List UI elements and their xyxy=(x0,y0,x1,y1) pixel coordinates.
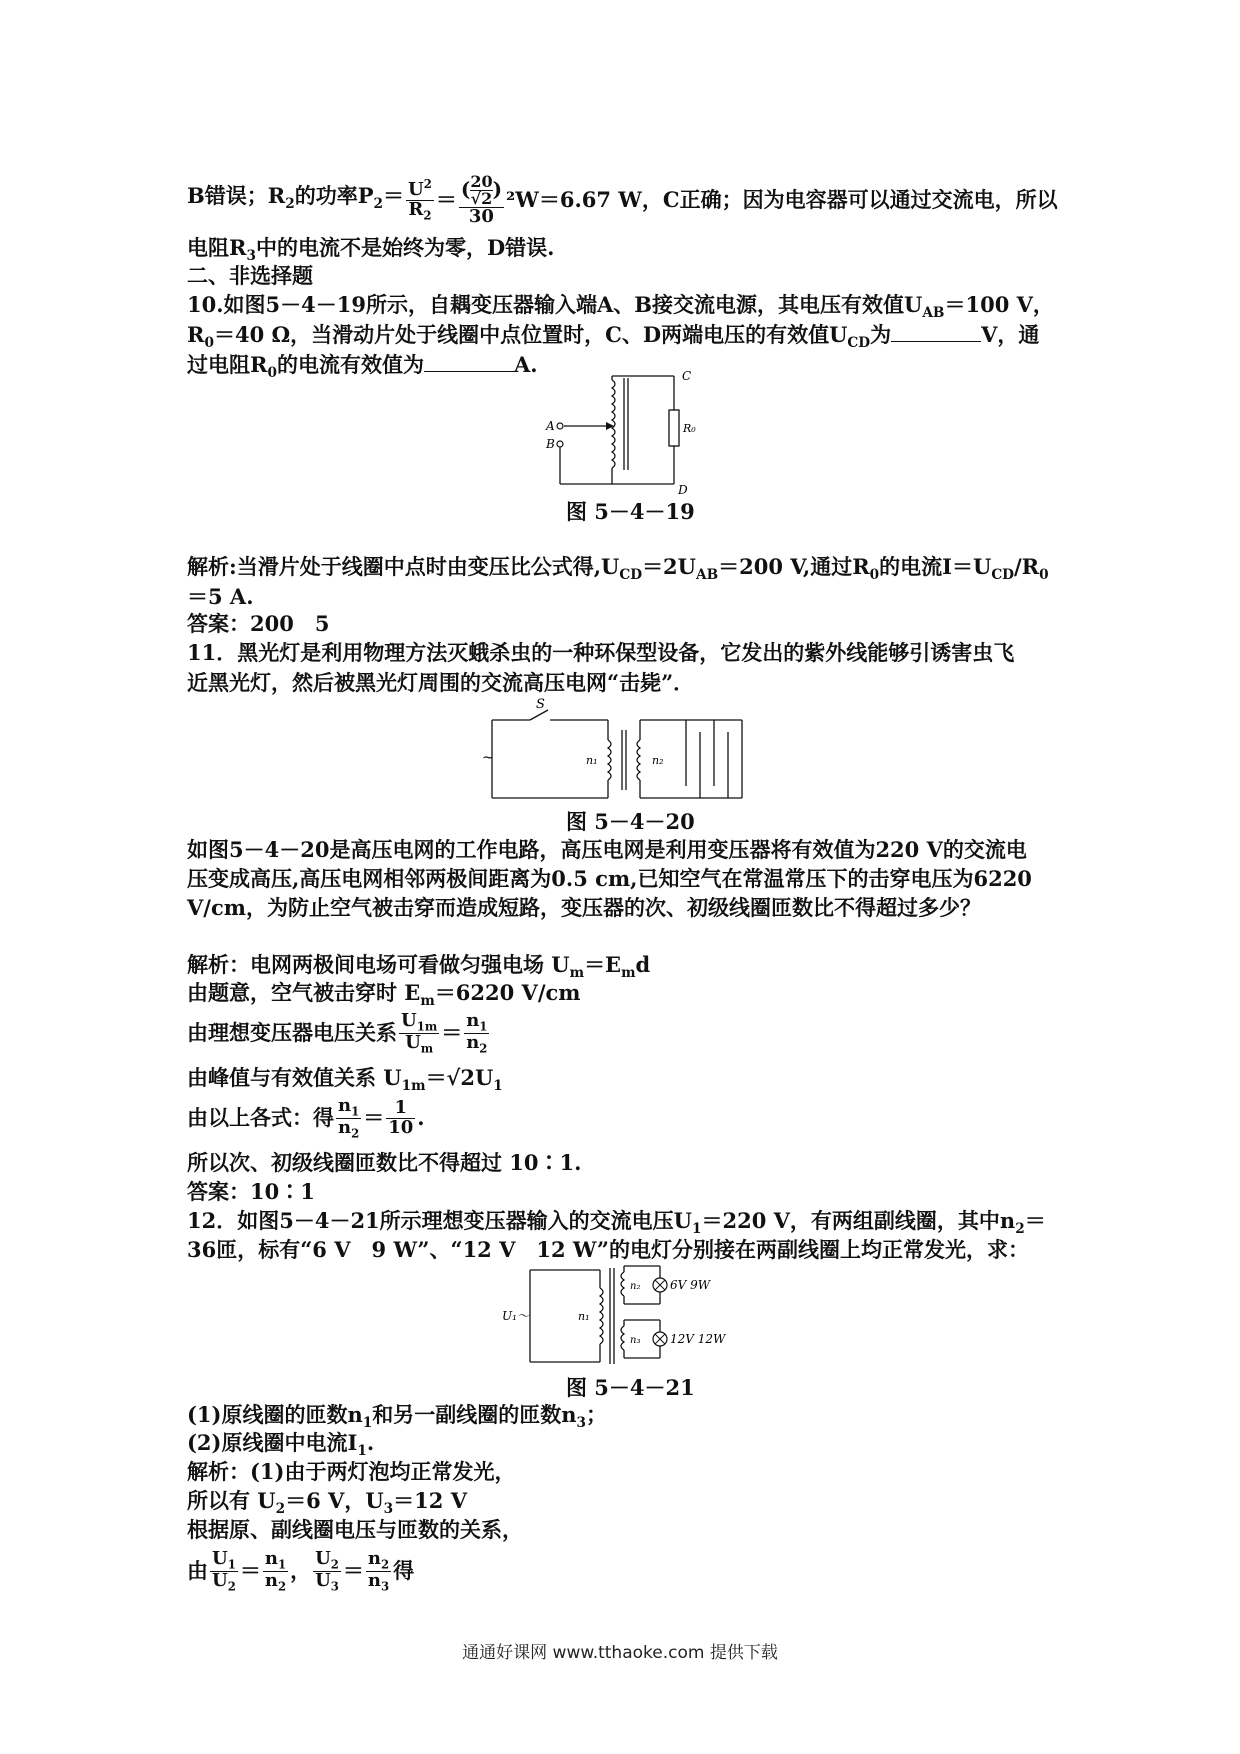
fraction-n1-n2-result: $\frac{n_1}{n_2}$ xyxy=(338,1094,360,1141)
fig20-label-s: S xyxy=(536,697,545,712)
fraction-n2-n3: $\frac{n_2}{n_3}$ xyxy=(367,1547,390,1594)
fig20-label-ac: ~ xyxy=(482,750,494,766)
question-10-line-2: $R_0=40$ Ω，当滑动片处于线圈中点位置时，C、D两端电压的有效值$U_{CD}$为 V，通 xyxy=(187,322,1040,352)
figure-5-4-19 xyxy=(540,369,720,497)
figure-5-4-21 xyxy=(500,1262,760,1370)
analysis-11-line-6: 所以次、初级线圈匝数比不得超过 10∶1. xyxy=(187,1150,582,1175)
analysis-12-line-1: 解析：(1)由于两灯泡均正常发光， xyxy=(187,1459,516,1484)
answer-11: 答案：10∶1 xyxy=(187,1179,315,1204)
answer-blank-1[interactable] xyxy=(891,323,981,342)
fraction-u1-u2: $\frac{U_1}{U_2}$ xyxy=(212,1547,236,1594)
analysis-10-line-2: ＝5 A. xyxy=(187,584,254,609)
fig21-label-n2: n₂ xyxy=(630,1281,641,1292)
fraction-n1-n2-b: $\frac{n_1}{n_2}$ xyxy=(264,1547,287,1594)
page-footer: 通通好课网 www.tthaoke.com 提供下载 xyxy=(462,1643,778,1663)
analysis-12-line-3: 根据原、副线圈电压与匝数的关系， xyxy=(187,1517,523,1542)
answer-blank-2[interactable] xyxy=(424,353,514,372)
section-heading: 二、非选择题 xyxy=(187,263,313,288)
question-12-part-2: (2)原线圈中电流$I_1$. xyxy=(187,1430,375,1460)
fraction-u2-u3: $\frac{U_2}{U_3}$ xyxy=(315,1547,339,1594)
fig20-label-n1: n₁ xyxy=(586,754,598,767)
fraction-1-10: $\frac{1}{10}$ xyxy=(388,1096,414,1138)
figure-5-4-20 xyxy=(482,697,750,802)
analysis-11-line-2: 由题意，空气被击穿时 $E_m=6220$ V/cm xyxy=(187,980,581,1010)
question-11-line-1: 11．黑光灯是利用物理方法灭蛾杀虫的一种环保型设备，它发出的紫外线能够引诱害虫飞 xyxy=(187,640,1015,665)
fig21-lamp-1-label: 6V 9W xyxy=(670,1278,711,1292)
question-12-line-2: 36匝，标有“6 V 9 W”、“12 V 12 W”的电灯分别接在两副线圈上均正常发光，求： xyxy=(187,1237,1029,1262)
fig21-lamp-2-label: 12V 12W xyxy=(670,1332,726,1346)
fig19-label-b: B xyxy=(546,437,555,451)
question-10-line-1: 10.如图5－4－19所示，自耦变压器输入端A、B接交流电源，其电压有效值$U_{AB}=100$ V， xyxy=(187,292,1054,322)
question-11-line-3: 如图5－4－20是高压电网的工作电路，高压电网是利用变压器将有效值为220 V的交流电 xyxy=(187,837,1027,862)
text-line-1-rest: ²W＝6.67 W，C正确；因为电容器可以通过交流电，所以 xyxy=(506,187,1058,212)
text-line-2: 电阻$R_3$中的电流不是始终为零，D错误. xyxy=(187,235,555,265)
analysis-12-line-2: 所以有 $U_2=6$ V，$U_3=12$ V xyxy=(187,1488,467,1518)
text-b-wrong: B错误；$R_2$的功率$P_2=$ xyxy=(187,182,404,213)
analysis-11-line-1: 解析：电网两极间电场可看做匀强电场 $U_m=E_md$ xyxy=(187,952,651,982)
analysis-10-line-1: 解析:当滑片处于线圈中点时由变压比公式得$,U_{CD}=2U_{AB}=200$ V,通过$R_0$的电流$I=U_{CD}/R_0$ xyxy=(187,554,1049,584)
fig21-label-n3: n₃ xyxy=(630,1335,641,1346)
text-line-1: B错误；$R_2$的功率$P_2=$ $\frac{U^2}{R_2}$ ＝ ( $\frac{20}{√2}$ ) 30 ²W＝6.67 W，C正确；因为电容器可以通过交流电，所以 xyxy=(187,171,1058,227)
fig19-label-r0: R₀ xyxy=(683,422,696,435)
figure-caption-19: 图 5－4－19 xyxy=(566,499,695,524)
analysis-11-line-4: 由峰值与有效值关系 $U_{1m}=√2U_1$ xyxy=(187,1065,503,1095)
fig19-label-d: D xyxy=(678,483,688,497)
question-11-line-2: 近黑光灯，然后被黑光灯周围的交流高压电网“击毙”． xyxy=(187,670,695,695)
question-10-line-3: 过电阻$R_0$的电流有效值为 A. xyxy=(187,352,538,382)
fig19-label-a: A xyxy=(546,419,555,433)
question-11-line-4: 压变成高压,高压电网相邻两极间距离为0.5 cm,已知空气在常温常压下的击穿电压为6220 xyxy=(187,866,1032,891)
figure-caption-20: 图 5－4－20 xyxy=(566,809,695,834)
answer-10: 答案：200 5 xyxy=(187,611,330,636)
fraction-n1-n2: $\frac{n_1}{n_2}$ xyxy=(466,1009,488,1056)
fraction-u1m-um: $\frac{U_{1m}}{U_m}$ xyxy=(401,1009,438,1056)
analysis-11-line-3: 由理想变压器电压关系 $\frac{U_{1m}}{U_m}$ ＝ $\frac{n_1}{n_2}$ xyxy=(187,1009,488,1056)
question-11-line-5: V/cm，为防止空气被击穿而造成短路，变压器的次、初级线圈匝数比不得超过多少？ xyxy=(187,895,981,920)
analysis-12-line-4: 由 $\frac{U_1}{U_2}$ ＝ $\frac{n_1}{n_2}$ ， $\frac{U_2}{U_3}$ ＝ $\frac{n_2}{n_3}$ 得 xyxy=(187,1547,415,1594)
fig21-label-n1: n₁ xyxy=(578,1310,590,1323)
question-12-part-1: (1)原线圈的匝数$n_1$和另一副线圈的匝数$n_3$； xyxy=(187,1402,608,1432)
figure-caption-21: 图 5－4－21 xyxy=(566,1375,695,1400)
fig19-label-c: C xyxy=(682,369,692,383)
fraction-u2-r2: $\frac{U^2}{R_2}$ xyxy=(408,177,432,223)
question-12-line-1: 12．如图5－4－21所示理想变压器输入的交流电压$U_1=220$ V，有两组副线圈，其中$n_2=$ xyxy=(187,1208,1046,1238)
fig21-label-u1: U₁～ xyxy=(502,1309,529,1323)
analysis-11-line-5: 由以上各式：得 $\frac{n_1}{n_2}$ ＝ $\frac{1}{10}$ . xyxy=(187,1094,425,1141)
fraction-20-sqrt2-over-30: ( $\frac{20}{√2}$ ) 30 xyxy=(460,171,503,227)
fig20-label-n2: n₂ xyxy=(652,754,664,767)
